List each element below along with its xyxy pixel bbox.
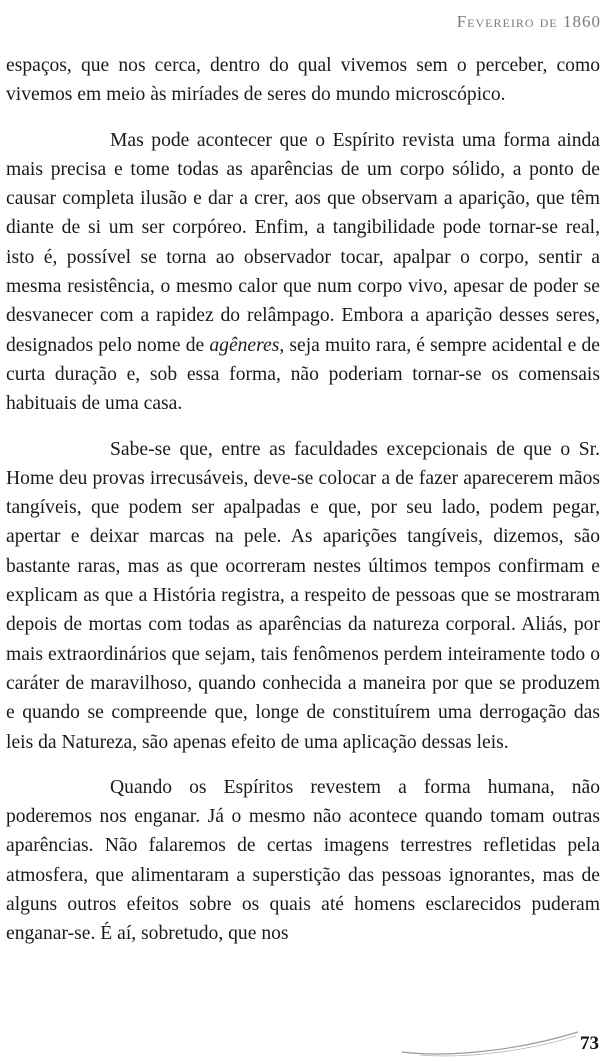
paragraph-text-part: Mas pode acontecer que o Espírito revista uma forma ainda mais precisa e tome todas as aparências de um corpo sólido, a ponto de causar completa ilusão e dar a crer, aos que observam a aparição, que têm diante de si um ser corpóreo. Enfim, a tangibilidade pode tornar-se real, isto é, possível se torna ao observador tocar, apalpar o corpo, sentir a mesma resistência, o mesmo calor que num corpo vivo, apesar de poder se desvanecer com a rapidez do relâmpago. Embora a aparição desses seres, designados pelo nome de [6,129,600,356]
paragraph-text-part: , seja muito rara, é sempre acidental e de curta duração e, sob essa forma, não poderiam tornar-se os comensais habituais de uma casa. [6,334,600,415]
paragraph-continuation: espaços, que nos cerca, dentro do qual vivemos sem o perceber, como vivemos em meio às miríades de seres do mundo microscópico. [6,55,600,106]
paragraph-spirit-forms: Quando os Espíritos revestem a forma humana, não poderemos nos enganar. Já o mesmo não acontece quando tomam outras aparências. Não falaremos de certas imagens terrestres refletidas pela atmosfera, que alimentaram a superstição das pessoas ignorantes, mas de alguns outros efeitos sobre os quais até homens esclarecidos puderam enganar-se. É aí, sobretudo, que nos [6,776,600,945]
italic-term-ageneres: agêneres [209,334,280,356]
paragraph-agenere-description [6,126,600,419]
decorative-swoosh-icon [400,1028,580,1058]
page-number: 73 [580,1033,599,1054]
page-body [6,51,600,949]
running-header: Fevereiro de 1860 [456,12,601,31]
paragraph-home-faculties: Sabe-se que, entre as faculdades excepcionais de que o Sr. Home deu provas irrecusáveis, deve-se colocar a de fazer aparecerem mãos tangíveis, que podem ser apalpadas e que, por seu lado, podem pegar, apertar e deixar marcas na pele. As aparições tangíveis, dizemos, são bastante raras, mas as que ocorreram nestes últimos tempos confirmam e explicam as que a História registra, a respeito de pessoas que se mostraram depois de mortas com todas as aparências da natureza corporal. Aliás, por mais extraordinários que sejam, tais fenômenos perdem inteiramente todo o caráter de maravilhoso, quando conhecida a maneira por que se produzem e quando se compreende que, longe de constituírem uma derrogação das leis da Natureza, são apenas efeito de uma aplicação dessas leis. [6,438,600,753]
